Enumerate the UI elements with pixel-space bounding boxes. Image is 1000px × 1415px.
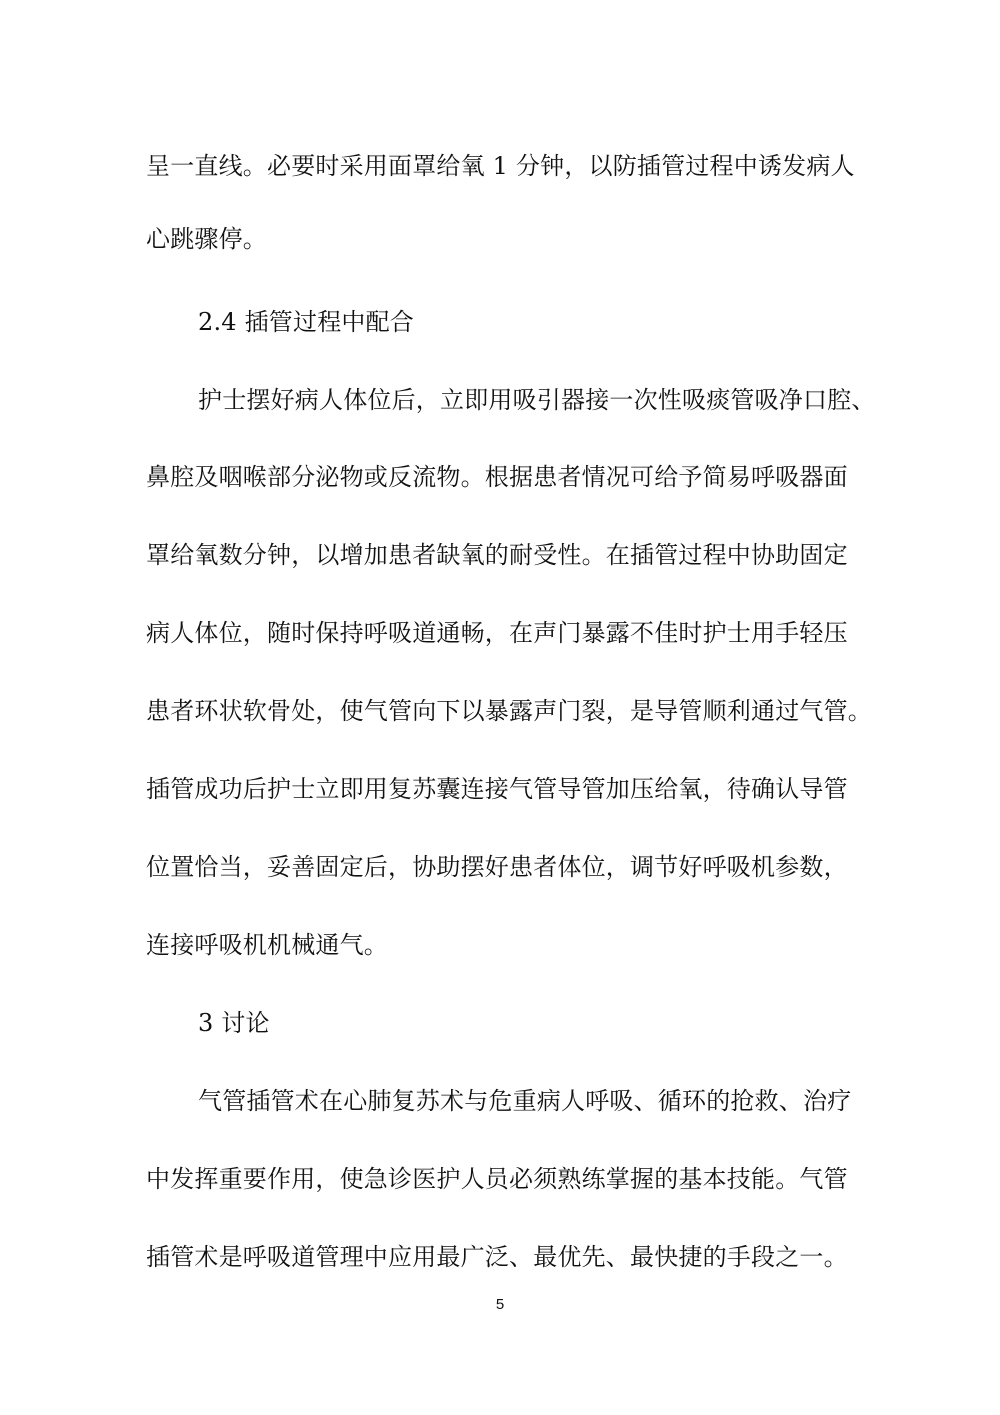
section-heading-2-4: 2.4 插管过程中配合	[198, 308, 414, 336]
paragraph-line: 护士摆好病人体位后，立即用吸引器接一次性吸痰管吸净口腔、	[198, 386, 876, 414]
paragraph-line: 插管成功后护士立即用复苏囊连接气管导管加压给氧，待确认导管	[146, 775, 848, 803]
page-number: 5	[495, 1296, 505, 1313]
paragraph-line: 心跳骤停。	[146, 225, 267, 253]
paragraph-line: 呈一直线。必要时采用面罩给氧 1 分钟，以防插管过程中诱发病人	[146, 152, 855, 180]
paragraph-line: 连接呼吸机机械通气。	[146, 931, 388, 959]
paragraph-line: 插管术是呼吸道管理中应用最广泛、最优先、最快捷的手段之一。	[146, 1243, 848, 1271]
paragraph-line: 病人体位，随时保持呼吸道通畅，在声门暴露不佳时护士用手轻压	[146, 619, 848, 647]
paragraph-line: 中发挥重要作用，使急诊医护人员必须熟练掌握的基本技能。气管	[146, 1165, 848, 1193]
paragraph-line: 罩给氧数分钟，以增加患者缺氧的耐受性。在插管过程中协助固定	[146, 541, 848, 569]
paragraph-line: 位置恰当，妥善固定后，协助摆好患者体位，调节好呼吸机参数，	[146, 853, 848, 881]
paragraph-line: 鼻腔及咽喉部分泌物或反流物。根据患者情况可给予简易呼吸器面	[146, 463, 848, 491]
paragraph-line: 气管插管术在心肺复苏术与危重病人呼吸、循环的抢救、治疗	[198, 1087, 852, 1115]
paragraph-line: 患者环状软骨处，使气管向下以暴露声门裂，是导管顺利通过气管。	[146, 697, 872, 725]
section-heading-3: 3 讨论	[198, 1009, 270, 1037]
